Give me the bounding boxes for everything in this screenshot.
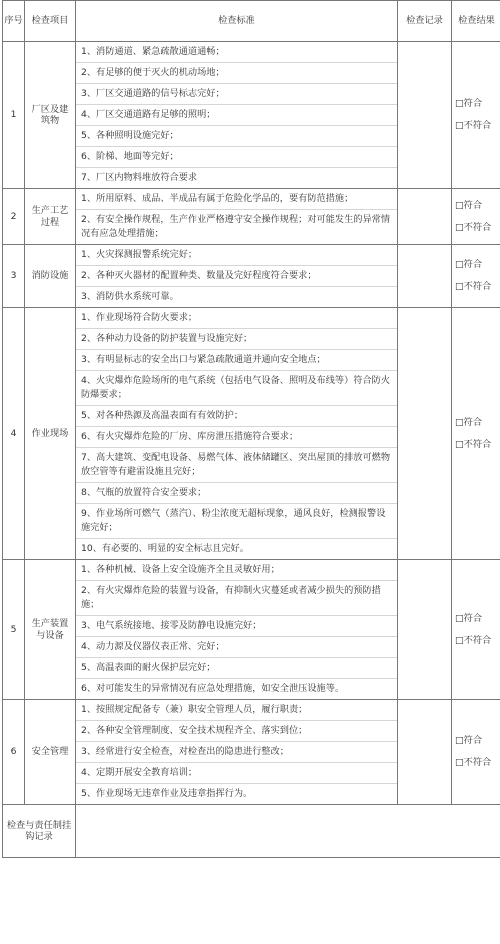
standard-line: 8、气瓶的放置符合安全要求；: [76, 483, 397, 504]
result-pass-option[interactable]: □符合: [455, 612, 483, 624]
standard-line: 2、各种动力设备的防护装置与设施完好；: [76, 329, 397, 350]
row-number: 5: [3, 560, 25, 700]
row-item-cell: [25, 560, 76, 700]
result-pass-option[interactable]: □符合: [455, 199, 483, 211]
standard-line: 5、对各种热源及高温表面有有效防护；: [76, 406, 397, 427]
table-body: [3, 42, 500, 805]
row-item-cell: [25, 42, 76, 189]
standard-line: 1、所用原料、成品、半成品有属于危险化学品的，要有防范措施；: [76, 189, 397, 210]
result-pass-option[interactable]: □符合: [455, 416, 483, 428]
row-item-name: 作业现场: [31, 427, 69, 439]
standard-line: 1、按照规定配备专（兼）职安全管理人员，履行职责；: [76, 700, 397, 721]
row-item-name: 安全管理: [31, 746, 69, 758]
standard-line: 4、动力源及仪器仪表正常、完好；: [76, 637, 397, 658]
standard-line: 2、有火灾爆炸危险的装置与设备，有抑制火灾蔓延或者减少损失的预防措施；: [76, 581, 397, 616]
row-result-cell: [452, 700, 500, 805]
standard-line: 2、各种灭火器材的配置种类、数量及完好程度符合要求；: [76, 266, 397, 287]
standard-line: 2、有足够的便于灭火的机动场地；: [76, 63, 397, 84]
row-number: 1: [3, 42, 25, 189]
table-row: [3, 42, 500, 189]
result-fail-option[interactable]: □不符合: [455, 221, 492, 233]
header-no: 序号: [3, 1, 25, 42]
table-row: [3, 700, 500, 805]
row-result-cell: [452, 560, 500, 700]
result-fail-option[interactable]: □不符合: [455, 634, 492, 646]
result-pass-option[interactable]: □符合: [455, 735, 483, 746]
result-pass-option[interactable]: □符合: [455, 98, 483, 109]
standard-line: 3、有明显标志的安全出口与紧急疏散通道并通向安全地点；: [76, 350, 397, 371]
result-fail-option[interactable]: □不符合: [455, 120, 492, 131]
standard-line: 1、火灾探测报警系统完好；: [76, 245, 397, 266]
row-result-cell: [452, 189, 500, 245]
row-item-name: 生产工艺过程: [31, 205, 69, 228]
standard-line: 6、有火灾爆炸危险的厂房、库房泄压措施符合要求；: [76, 427, 397, 448]
standard-line: 1、各种机械、设备上安全设施齐全且灵敏好用；: [76, 560, 397, 581]
row-number: 3: [3, 245, 25, 308]
standard-line: 7、厂区内物料堆放符合要求: [81, 172, 198, 183]
standard-line: 3、电气系统接地、接零及防静电设施完好；: [76, 616, 397, 637]
row-item-name: 厂区及建筑物: [31, 103, 69, 126]
standard-line: 1、消防通道、紧急疏散通道通畅；: [76, 42, 397, 63]
row-item-cell: [25, 308, 76, 560]
standard-line: 3、消防供水系统可靠。: [81, 291, 179, 302]
standard-line: 5、高温表面的耐火保护层完好；: [76, 658, 397, 679]
header-record: 检查记录: [398, 1, 452, 42]
row-record-cell[interactable]: [398, 700, 452, 805]
row-item-name: 生产装置与设备: [31, 618, 69, 641]
result-fail-option[interactable]: □不符合: [455, 757, 492, 768]
row-standards: [76, 42, 398, 189]
standard-line: 6、阶梯、地面等完好；: [76, 147, 397, 168]
standard-line: 10、有必要的、明显的安全标志且完好。: [81, 543, 249, 554]
row-record-cell[interactable]: [398, 42, 452, 189]
row-standards: [76, 700, 398, 805]
standard-line: 2、有安全操作规程，生产作业严格遵守安全操作规程；对可能发生的异常情况有应急处理措施；: [81, 214, 391, 239]
result-fail-option[interactable]: □不符合: [455, 281, 492, 292]
row-number: 4: [3, 308, 25, 560]
table-row: [3, 245, 500, 308]
table-row: [3, 308, 500, 560]
row-item-name: 消防设施: [31, 270, 69, 282]
row-result-cell: [452, 308, 500, 560]
table-row: [3, 560, 500, 700]
standard-line: 6、对可能发生的异常情况有应急处理措施，如安全泄压设施等。: [81, 683, 345, 694]
table-row: [3, 189, 500, 245]
standard-line: 1、作业现场符合防火要求；: [76, 308, 397, 329]
result-pass-option[interactable]: □符合: [455, 259, 483, 270]
standard-line: 9、作业场所可燃气（蒸汽）、粉尘浓度无超标现象，通风良好，检测报警设施完好；: [76, 504, 397, 539]
standard-line: 4、定期开展安全教育培训；: [76, 763, 397, 784]
standard-line: 2、各种安全管理制度、安全技术规程齐全、落实到位；: [76, 721, 397, 742]
standard-line: 5、各种照明设施完好；: [76, 126, 397, 147]
header-standard: 检查标准: [76, 1, 398, 42]
row-item-cell: [25, 700, 76, 805]
row-number: 2: [3, 189, 25, 245]
row-record-cell[interactable]: [398, 245, 452, 308]
result-fail-option[interactable]: □不符合: [455, 438, 492, 450]
footer-row: [3, 805, 500, 858]
standard-line: 5、作业现场无违章作业及违章指挥行为。: [81, 788, 253, 799]
row-result-cell: [452, 245, 500, 308]
row-standards: [76, 189, 398, 245]
standard-line: 4、厂区交通道路有足够的照明；: [76, 105, 397, 126]
header-result: 检查结果: [452, 1, 500, 42]
footer-record-cell[interactable]: [76, 805, 500, 858]
row-item-cell: [25, 245, 76, 308]
header-item: 检查项目: [25, 1, 76, 42]
standard-line: 3、厂区交通道路的信号标志完好；: [76, 84, 397, 105]
row-number: 6: [3, 700, 25, 805]
row-standards: [76, 560, 398, 700]
inspection-table: [2, 0, 500, 858]
row-record-cell[interactable]: [398, 189, 452, 245]
footer-label: 检查与责任制挂钩记录: [3, 805, 76, 858]
row-standards: [76, 245, 398, 308]
row-record-cell[interactable]: [398, 560, 452, 700]
standard-line: 4、火灾爆炸危险场所的电气系统（包括电气设备、照明及布线等）符合防火防爆要求；: [76, 371, 397, 406]
row-item-cell: [25, 189, 76, 245]
header-row: [3, 1, 500, 42]
row-result-cell: [452, 42, 500, 189]
row-standards: [76, 308, 398, 560]
row-record-cell[interactable]: [398, 308, 452, 560]
standard-line: 7、高大建筑、变配电设备、易燃气体、液体储罐区、突出屋顶的排放可燃物放空管等有避雷设施且完好；: [76, 448, 397, 483]
standard-line: 3、经常进行安全检查，对检查出的隐患进行整改；: [76, 742, 397, 763]
